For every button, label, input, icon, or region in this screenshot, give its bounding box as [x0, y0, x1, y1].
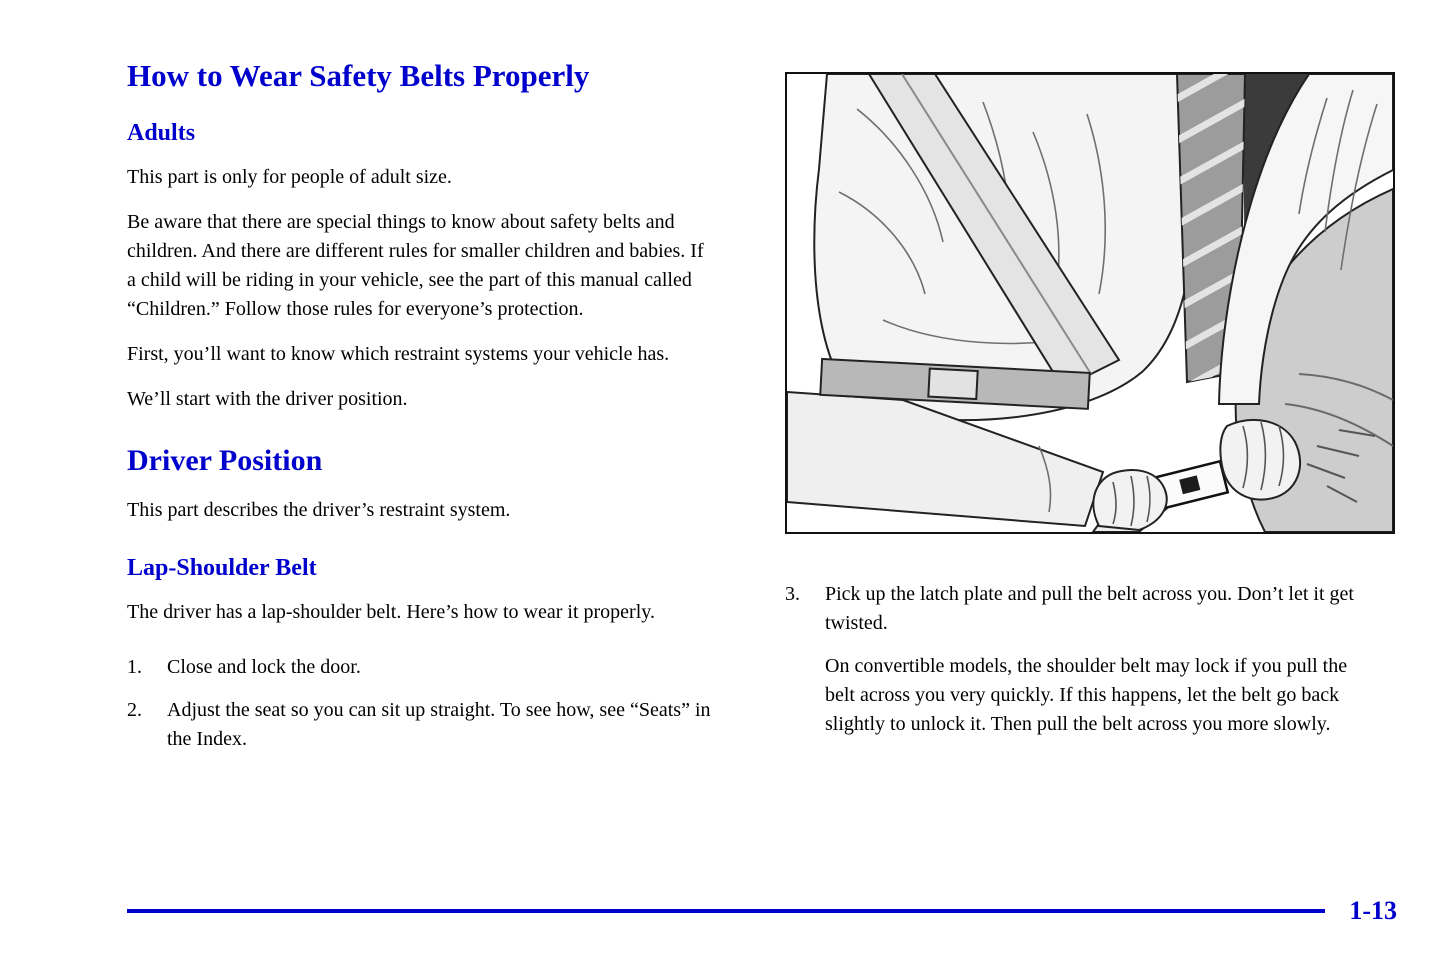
step-number: 3.: [785, 583, 800, 605]
adults-paragraph-3: First, you’ll want to know which restraint systems your vehicle has.: [127, 342, 670, 365]
right-column: [785, 72, 1395, 755]
page-title: How to Wear Safety Belts Properly: [127, 58, 590, 93]
person-buckling-seat-belt-illustration: [787, 74, 1393, 532]
right-hand: [1220, 420, 1300, 500]
step-text: Pick up the latch plate and pull the belt across you. Don’t let it get twisted.: [825, 583, 1354, 634]
seatbelt-illustration-figure: [785, 72, 1395, 534]
adults-paragraph-4: We’ll start with the driver position.: [127, 387, 408, 410]
step-item-2: [127, 696, 727, 754]
steps-list-left: [127, 653, 727, 754]
lap-shoulder-belt-paragraph: The driver has a lap-shoulder belt. Here’s how to wear it properly.: [127, 600, 655, 623]
step-number: 1.: [127, 655, 142, 678]
heading-adults: Adults: [127, 119, 196, 146]
page-number: 1-13: [1349, 896, 1397, 925]
step-item-1: [127, 653, 727, 682]
page-footer: [127, 896, 1397, 926]
step-text: Adjust the seat so you can sit up straight. To see how, see “Seats” in the Index.: [167, 698, 711, 750]
heading-driver-position: Driver Position: [127, 443, 323, 477]
waist-belt-buckle: [928, 369, 977, 399]
adults-paragraph-2: Be aware that there are special things to know about safety belts and children. And there are different rules for smaller children and babies. If a child will be riding in your vehicle, see the part of this manual called “Children.” Follow those rules for everyone’s protection.: [127, 210, 704, 320]
convertible-note-paragraph: On convertible models, the shoulder belt may lock if you pull the belt across you very quickly. If this happens, let the belt go back slightly to unlock it. Then pull the belt across you more slowly.: [825, 655, 1348, 735]
step-text: Close and lock the door.: [167, 655, 361, 678]
driver-position-paragraph: This part describes the driver’s restraint system.: [127, 498, 511, 521]
steps-list-right: [785, 580, 1395, 638]
footer-rule: [127, 909, 1325, 913]
left-column: [127, 58, 727, 768]
step-item-3: [785, 580, 1395, 638]
heading-lap-shoulder-belt: Lap-Shoulder Belt: [127, 554, 317, 581]
step-number: 2.: [127, 698, 142, 721]
convertible-note-block: [785, 652, 1385, 739]
left-hand: [1093, 470, 1166, 530]
adults-paragraph-1: This part is only for people of adult size.: [127, 165, 452, 188]
